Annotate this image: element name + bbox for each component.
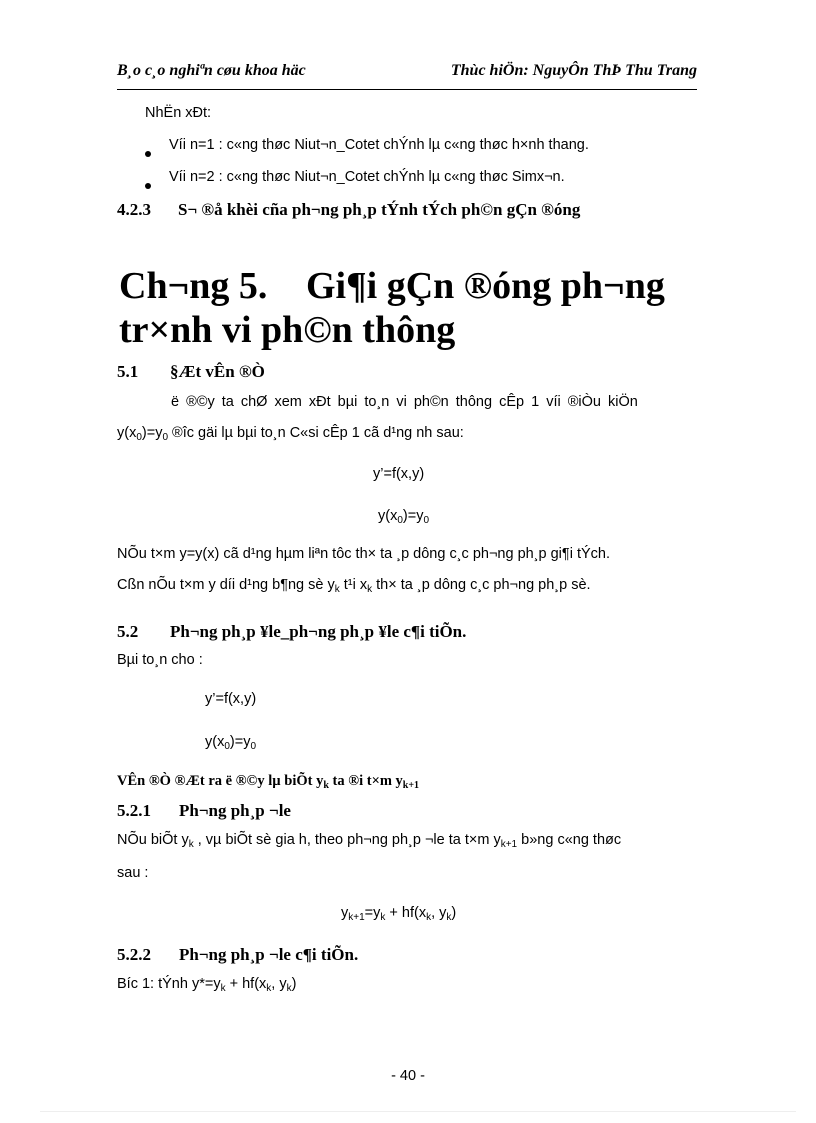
bullet-item-1: Víi n=1 : c«ng thøc Niut¬n_Cotet chÝnh lµ c«ng thøc h×nh thang. <box>169 137 589 153</box>
section-5-1-number: 5.1 <box>117 362 139 381</box>
equation-ode: y’=f(x,y) <box>373 466 425 482</box>
paragraph-5-1b-line-1: NÕu t×m y=y(x) cã d¹ng hµm liªn tôc th× ta ¸p dông c¸c ph¬ng ph¸p gi¶i tÝch. <box>117 546 610 562</box>
section-5-1-title: §Æt vÊn ®Ò <box>170 362 265 381</box>
paragraph-5-2-1-line-1: NÕu biÕt $y_k$ , vµ biÕt sè gia h, theo ph¬ng ph¸p ¬le ta t×m $y_{k+1}$ b»ng c«ng thøc <box>117 832 622 850</box>
header-report-title: B¸o c¸o nghiªn cøu khoa häc <box>117 62 306 79</box>
paragraph-5-2-1-line-2: sau : <box>117 865 149 881</box>
page-bottom-edge <box>40 1111 796 1112</box>
section-5-2-title: Ph¬ng ph¸p ¥le_ph¬ng ph¸p ¥le c¶i tiÕn. <box>170 622 467 641</box>
paragraph-5-1b-line-2: Cßn nÕu t×m y díi d¹ng b¶ng sè $y_k$ t¹i $x_k$ th× ta ¸p dông c¸c ph¬ng ph¸p sè. <box>117 577 591 595</box>
problem-statement: VÊn ®Ò ®Æt ra ë ®©y lµ biÕt $y_k$ ta ®i t×m $y_{k+1}$ <box>117 773 420 791</box>
section-5-2-1-title: Ph¬ng ph¸p ¬le <box>179 801 291 820</box>
bullet-icon <box>145 144 151 162</box>
section-4-2-3-number: 4.2.3 <box>117 200 151 219</box>
step-1: Bíc 1: tÝnh $y*=y_k + hf(x_k$, $y_k$) <box>117 976 297 994</box>
paragraph-5-2-intro: Bµi to¸n cho : <box>117 652 203 668</box>
note-label: NhËn xÐt: <box>145 105 212 121</box>
chapter-title-line-1: Gi¶i gÇn ®óng ph¬ng <box>306 265 665 307</box>
paragraph-5-1-line-2: $y(x_0)=y_0$ ®îc gäi lµ bµi to¸n C«si cÊp 1 cã d¹ng nh sau: <box>117 425 464 443</box>
chapter-title-line-2: tr×nh vi ph©n thông <box>119 309 456 351</box>
section-5-2-number: 5.2 <box>117 622 139 641</box>
header-author: Thùc hiÖn: NguyÔn ThÞ Thu Trang <box>450 62 697 79</box>
equation-initial-condition-2: $y(x_0)=y_0$ <box>205 734 257 752</box>
equation-euler: $y_{k+1}=y_k + hf(x_k$, $y_k$) <box>341 905 457 923</box>
bullet-item-2: Víi n=2 : c«ng thøc Niut¬n_Cotet chÝnh lµ c«ng thøc Simx¬n. <box>169 169 565 185</box>
bullet-icon <box>145 176 151 194</box>
section-4-2-3-title: S¬ ®å khèi cña ph¬ng ph¸p tÝnh tÝch ph©n gÇn ®óng <box>178 200 581 219</box>
chapter-label: Ch¬ng 5. <box>119 265 268 307</box>
page-number: - 40 - <box>391 1068 425 1084</box>
section-5-2-1-number: 5.2.1 <box>117 801 151 820</box>
paragraph-5-1-line-1: ë ®©y ta chØ xem xÐt bµi to¸n vi ph©n thông cÊp 1 víi ®iÒu kiÖn <box>171 394 638 410</box>
header-rule <box>117 89 697 90</box>
section-5-2-2-title: Ph¬ng ph¸p ¬le c¶i tiÕn. <box>179 945 359 964</box>
equation-initial-condition: $y(x_0)=y_0$ <box>378 508 430 526</box>
equation-ode-2: y’=f(x,y) <box>205 691 257 707</box>
section-5-2-2-number: 5.2.2 <box>117 945 151 964</box>
